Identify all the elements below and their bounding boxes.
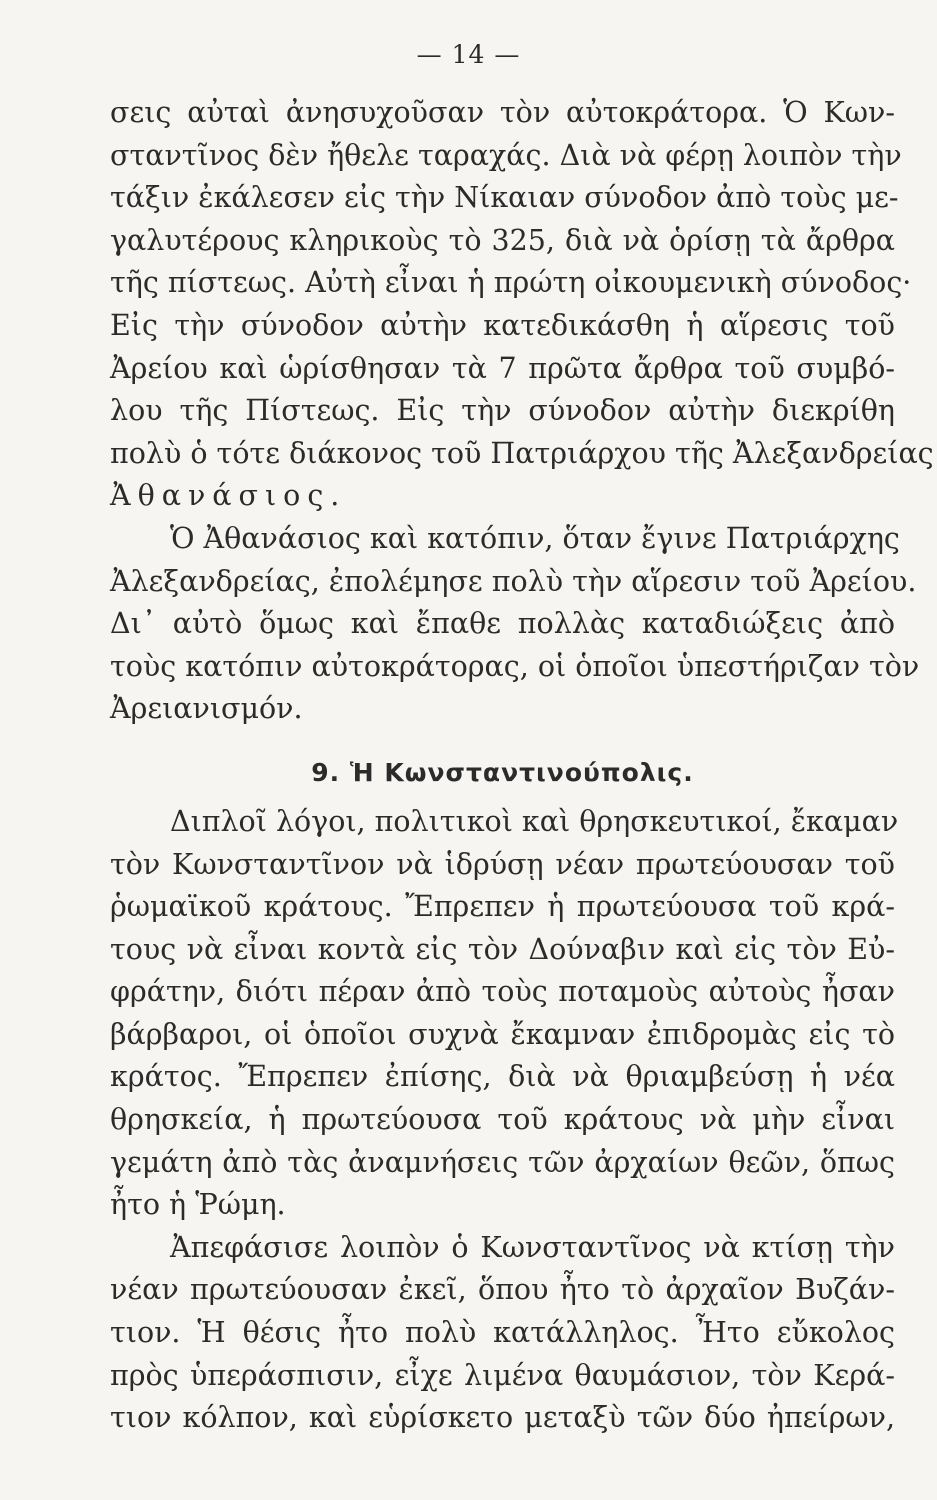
text-line: τιον. Ἡ θέσις ἦτο πολὺ κατάλληλος. Ἦτο εὔκολος <box>110 1316 895 1350</box>
text-line: γαλυτέρους κληρικοὺς τὸ 325, διὰ νὰ ὁρίσῃ τὰ ἄρθρα <box>110 223 895 257</box>
text-line: γεμάτη ἀπὸ τὰς ἀναμνήσεις τῶν ἀρχαίων θεῶν, ὅπως <box>110 1145 895 1179</box>
paragraph <box>110 518 920 731</box>
text-line: Ἀπεφάσισε λοιπὸν ὁ Κωνσταντῖνος νὰ κτίσῃ τὴν <box>170 1230 895 1264</box>
body-text <box>110 92 934 1440</box>
text-line: τιον κόλπον, καὶ εὑρίσκετο μεταξὺ τῶν δύο ἠπείρων, <box>110 1401 895 1435</box>
text-line: Ὁ Ἀθανάσιος καὶ κατόπιν, ὅταν ἔγινε Πατριάρχης <box>170 521 900 555</box>
text-line: Ἀρειανισμόν. <box>110 692 303 726</box>
text-line: βάρβαροι, οἱ ὁποῖοι συχνὰ ἔκαμναν ἐπιδρομὰς εἰς τὸ <box>110 1017 895 1051</box>
paragraph <box>110 92 934 518</box>
text-line: πρὸς ὑπεράσπισιν, εἶχε λιμένα θαυμάσιον, τὸν Κερά- <box>110 1358 895 1392</box>
text-line: Ἀλεξανδρείας, ἐπολέμησε πολὺ τὴν αἵρεσιν τοῦ Ἀρείου. <box>110 564 917 598</box>
section-heading: 9. Ἡ Κωνσταντινούπολις. <box>311 757 694 787</box>
text-line: ἦτο ἡ Ῥώμη. <box>110 1188 286 1222</box>
text-line: πολὺ ὁ τότε διάκονος τοῦ Πατριάρχου τῆς Ἀλεξανδρείας <box>110 436 934 470</box>
text-line: τῆς πίστεως. Αὐτὴ εἶναι ἡ πρώτη οἰκουμενικὴ σύνοδος· <box>110 266 912 300</box>
text-line: κράτος. Ἔπρεπεν ἐπίσης, διὰ νὰ θριαμβεύσῃ ἡ νέα <box>110 1060 895 1094</box>
text-line: φράτην, διότι πέραν ἀπὸ τοὺς ποταμοὺς αὐτοὺς ἦσαν <box>110 975 895 1009</box>
paragraph <box>110 1227 895 1440</box>
text-line: Εἰς τὴν σύνοδον αὐτὴν κατεδικάσθη ἡ αἵρεσις τοῦ <box>110 308 895 342</box>
text-line: τάξιν ἐκάλεσεν εἰς τὴν Νίκαιαν σύνοδον ἀπὸ τοὺς με- <box>110 181 899 215</box>
text-line: Ἀρείου καὶ ὡρίσθησαν τὰ 7 πρῶτα ἄρθρα τοῦ συμβό- <box>110 351 895 385</box>
text-line: Διπλοῖ λόγοι, πολιτικοὶ καὶ θρησκευτικοί, ἔκαμαν <box>170 804 899 838</box>
text-line: σεις αὐταὶ ἀνησυχοῦσαν τὸν αὐτοκράτορα. Ὁ Κων- <box>110 96 895 129</box>
text-line: τους νὰ εἶναι κοντὰ εἰς τὸν Δούναβιν καὶ εἰς τὸν Εὐ- <box>110 932 895 966</box>
spaced-name-line: Ἀθανάσιος. <box>110 479 347 513</box>
text-line: σταντῖνος δὲν ἤθελε ταραχάς. Διὰ νὰ φέρῃ λοιπὸν τὴν <box>110 138 902 172</box>
text-line: Δι᾽ αὐτὸ ὅμως καὶ ἔπαθε πολλὰς καταδιώξεις ἀπὸ <box>110 607 895 641</box>
text-line: τὸν Κωνσταντῖνον νὰ ἱδρύσῃ νέαν πρωτεύουσαν τοῦ <box>110 847 895 881</box>
paragraph <box>110 801 899 1227</box>
text-line: θρησκεία, ἡ πρωτεύουσα τοῦ κράτους νὰ μὴν εἶναι <box>110 1103 895 1137</box>
page-number: — 14 — <box>416 40 521 69</box>
text-line: λου τῆς Πίστεως. Εἰς τὴν σύνοδον αὐτὴν διεκρίθη <box>110 394 895 428</box>
text-line: τοὺς κατόπιν αὐτοκράτορας, οἱ ὁποῖοι ὑπεστήριζαν τὸν <box>110 649 920 683</box>
text-line: ῥωμαϊκοῦ κράτους. Ἔπρεπεν ἡ πρωτεύουσα τοῦ κρά- <box>110 890 895 924</box>
text-line: νέαν πρωτεύουσαν ἐκεῖ, ὅπου ἦτο τὸ ἀρχαῖον Βυζάν- <box>110 1273 895 1307</box>
